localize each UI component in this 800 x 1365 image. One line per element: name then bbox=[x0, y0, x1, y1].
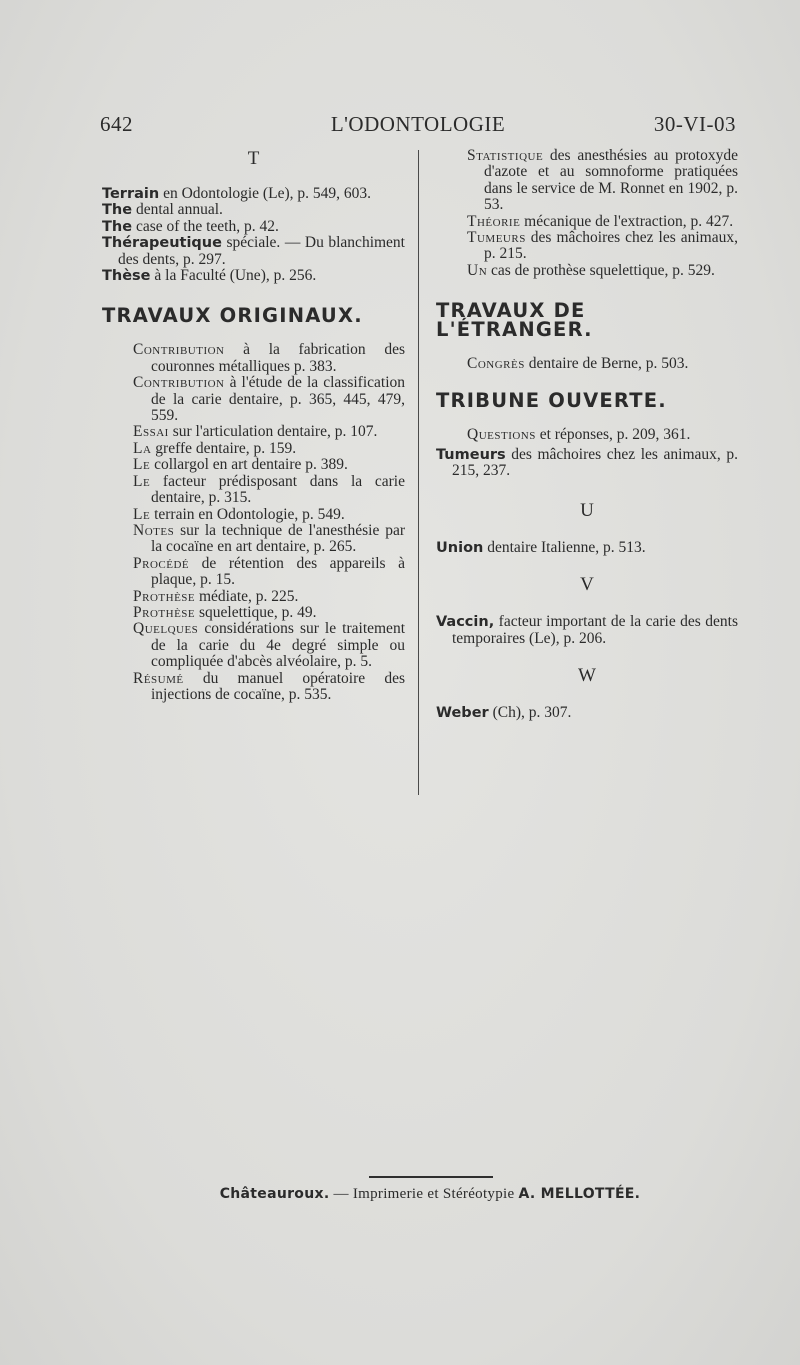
entry-text: facteur important de la carie des dents temporaires (Le), p. 206. bbox=[452, 613, 738, 647]
section-letter-w: W bbox=[578, 665, 596, 687]
printer-imprint bbox=[140, 1186, 720, 1203]
section-letter-v: V bbox=[580, 574, 594, 596]
entry-term: La bbox=[133, 439, 152, 457]
entry-term: Prothèse bbox=[133, 603, 196, 621]
entry-text: à la fabrication des couronnes métalliques p. 383. bbox=[151, 341, 405, 375]
imprint-printer: A. MELLOTTÉE. bbox=[518, 1186, 641, 1202]
entry-text: facteur prédisposant dans la carie dentaire, p. 315. bbox=[150, 472, 405, 507]
entry-term: Congrès bbox=[467, 355, 525, 373]
index-entry bbox=[102, 186, 405, 202]
entry-term: Le bbox=[133, 472, 151, 490]
index-entry bbox=[436, 540, 738, 556]
entry-text: dentaire Italienne, p. 513. bbox=[483, 538, 646, 556]
index-entry bbox=[467, 230, 738, 263]
entry-text: spéciale. — Du blanchiment des dents, p. 297. bbox=[118, 234, 405, 268]
section-letter-t: T bbox=[247, 148, 260, 169]
index-entry bbox=[102, 202, 405, 218]
index-entry bbox=[102, 235, 405, 268]
imprint-text: — Imprimerie et Stéréotypie bbox=[329, 1186, 519, 1202]
entry-text: cas de prothèse squelettique, p. 529. bbox=[487, 261, 715, 279]
entry-term: The bbox=[102, 218, 133, 235]
entry-text: (Ch), p. 307. bbox=[488, 704, 572, 722]
index-entry bbox=[133, 589, 405, 605]
etranger-entries bbox=[436, 356, 738, 372]
entry-term: Thérapeutique bbox=[102, 235, 222, 252]
index-entry bbox=[467, 427, 738, 443]
index-entry bbox=[133, 621, 405, 670]
index-entry bbox=[133, 342, 405, 375]
entry-text: médiate, p. 225. bbox=[195, 587, 299, 605]
column-divider bbox=[418, 150, 419, 795]
entry-term: Contribution bbox=[133, 341, 225, 359]
index-entry bbox=[467, 214, 738, 230]
entry-text: à la Faculté (Une), p. 256. bbox=[150, 267, 317, 285]
index-entry bbox=[102, 268, 405, 284]
entry-text: des mâchoires chez les animaux, p. 215, 237. bbox=[452, 446, 738, 480]
entry-term: Thèse bbox=[102, 268, 151, 285]
entry-text: sur la technique de l'anesthésie par la cocaïne en art dentaire, p. 265. bbox=[151, 521, 405, 556]
entry-term: Statistique bbox=[467, 147, 544, 164]
entry-text: squelettique, p. 49. bbox=[195, 603, 317, 621]
entry-text: dentaire de Berne, p. 503. bbox=[524, 355, 689, 373]
entry-term: Questions bbox=[467, 425, 536, 443]
section-heading-tribune-ouverte: TRIBUNE OUVERTE. bbox=[436, 388, 667, 412]
entry-term: Quelques bbox=[133, 620, 199, 638]
index-entry bbox=[436, 705, 738, 721]
index-entry bbox=[133, 474, 405, 507]
entry-term: Tumeurs bbox=[436, 447, 506, 464]
entry-term: Essai bbox=[133, 423, 169, 441]
entry-text: de rétention des appareils à plaque, p. 15. bbox=[151, 554, 405, 589]
entry-text: collargol en art dentaire p. 389. bbox=[150, 456, 348, 474]
entry-text: dental annual. bbox=[132, 201, 223, 219]
entry-text: des mâchoires chez les animaux, p. 215. bbox=[484, 229, 738, 263]
left-column bbox=[102, 148, 405, 703]
originaux-entries bbox=[102, 342, 405, 703]
index-entry bbox=[133, 457, 405, 473]
entry-term: Théorie bbox=[467, 212, 521, 230]
index-entry bbox=[467, 263, 738, 279]
entry-term: Notes bbox=[133, 521, 175, 539]
t-continued-entries bbox=[436, 148, 738, 279]
entry-text: greffe dentaire, p. 159. bbox=[151, 439, 297, 457]
index-entry bbox=[133, 375, 405, 424]
footer-rule bbox=[369, 1176, 493, 1178]
imprint-place: Châteauroux. bbox=[219, 1186, 330, 1202]
entry-term: Prothèse bbox=[133, 587, 196, 605]
t-entries bbox=[102, 186, 405, 284]
issue-date: 30-VI-03 bbox=[653, 112, 736, 136]
entry-term: Vaccin, bbox=[436, 614, 495, 631]
section-letter-u: U bbox=[580, 499, 594, 521]
entry-term: Le bbox=[133, 505, 151, 523]
index-entry bbox=[102, 219, 405, 235]
entry-text: terrain en Odontologie, p. 549. bbox=[150, 505, 345, 523]
entry-text: à l'étude de la classification de la carie dentaire, p. 365, 445, 479, 559. bbox=[151, 374, 405, 425]
index-entry bbox=[133, 556, 405, 589]
entry-text: du manuel opératoire des injections de cocaïne, p. 535. bbox=[151, 669, 405, 703]
entry-term: Résumé bbox=[133, 669, 184, 687]
entry-text: en Odontologie (Le), p. 549, 603. bbox=[159, 185, 371, 202]
entry-text: sur l'articulation dentaire, p. 107. bbox=[168, 423, 378, 441]
page-number: 642 bbox=[100, 112, 133, 136]
journal-title: L'ODONTOLOGIE bbox=[330, 112, 506, 136]
entry-text: considérations sur le traitement de la carie du 4e degré simple ou compliquée d'abcès alvéolaire, p. 5. bbox=[151, 620, 405, 671]
entry-term: The bbox=[102, 202, 133, 219]
entry-text: mécanique de l'extraction, p. 427. bbox=[520, 212, 734, 230]
section-heading-travaux-etranger: TRAVAUX DE L'ÉTRANGER. bbox=[436, 299, 593, 342]
entry-term: Tumeurs bbox=[467, 229, 526, 247]
index-entry bbox=[133, 671, 405, 704]
entry-text: case of the teeth, p. 42. bbox=[132, 217, 279, 235]
index-entry bbox=[133, 424, 405, 440]
entry-term: Weber bbox=[436, 705, 489, 722]
entry-term: Terrain bbox=[102, 186, 160, 202]
entry-term: Procédé bbox=[133, 554, 190, 572]
entry-text: des anesthésies au protoxyde d'azote et au somnoforme pratiquées dans le service de M. Ronnet en 1902, p. 53. bbox=[484, 147, 738, 214]
index-entry bbox=[133, 523, 405, 556]
index-entry bbox=[436, 447, 738, 480]
entry-term: Union bbox=[436, 539, 484, 556]
entry-term: Un bbox=[467, 261, 488, 279]
index-entry bbox=[467, 148, 738, 214]
index-entry bbox=[133, 507, 405, 523]
index-entry bbox=[467, 356, 738, 372]
index-entry bbox=[133, 441, 405, 457]
right-column bbox=[436, 148, 738, 722]
running-head bbox=[100, 112, 736, 142]
index-entry bbox=[436, 614, 738, 647]
tribune-entries bbox=[436, 427, 738, 480]
entry-text: et réponses, p. 209, 361. bbox=[535, 425, 691, 443]
entry-term: Contribution bbox=[133, 374, 225, 392]
section-heading-travaux-originaux: TRAVAUX ORIGINAUX. bbox=[102, 304, 363, 328]
entry-term: Le bbox=[133, 456, 151, 474]
index-entry bbox=[133, 605, 405, 621]
